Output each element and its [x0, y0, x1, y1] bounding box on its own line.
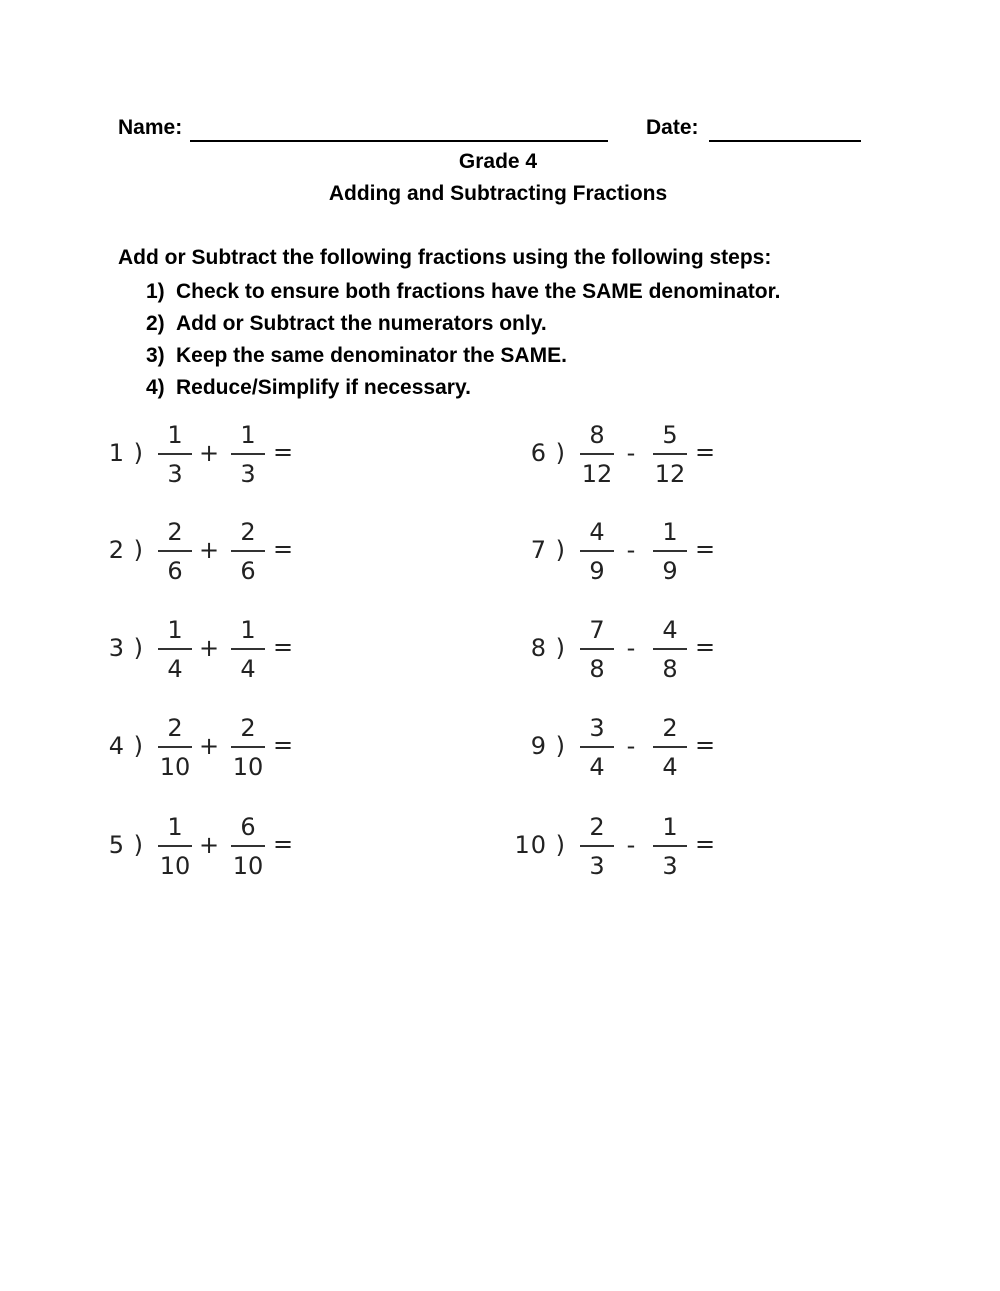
- numerator: 3: [589, 714, 605, 742]
- numerator: 1: [167, 813, 183, 841]
- fraction-a: [576, 615, 618, 684]
- equals-sign: =: [272, 633, 294, 661]
- problem-8: [504, 615, 804, 687]
- denominator: 3: [167, 460, 183, 488]
- grade-heading: Grade 4: [458, 150, 538, 173]
- fraction-bar: [158, 746, 192, 748]
- denominator: 4: [589, 753, 605, 781]
- denominator: 4: [167, 655, 183, 683]
- numerator: 1: [167, 421, 183, 449]
- numerator: 2: [167, 518, 183, 546]
- instructions-intro: Add or Subtract the following fractions using the following steps:: [118, 246, 772, 269]
- equals-sign: =: [694, 731, 716, 759]
- denominator: 10: [159, 852, 191, 880]
- fraction-bar: [158, 550, 192, 552]
- fraction-bar: [580, 550, 614, 552]
- numerator: 2: [662, 714, 678, 742]
- step-text: Add or Subtract the numerators only.: [176, 312, 547, 335]
- problem-6: [504, 420, 804, 492]
- problem-number: 7 ): [530, 536, 566, 564]
- numerator: 2: [240, 518, 256, 546]
- numerator: 7: [589, 616, 605, 644]
- step-number: 1): [146, 280, 165, 303]
- fraction-bar: [580, 845, 614, 847]
- worksheet-title: Adding and Subtracting Fractions: [328, 182, 668, 205]
- header-row: [118, 116, 878, 146]
- fraction-bar: [158, 453, 192, 455]
- denominator: 3: [662, 852, 678, 880]
- denominator: 3: [589, 852, 605, 880]
- numerator: 1: [662, 813, 678, 841]
- fraction-b: [227, 713, 269, 782]
- fraction-b: [227, 812, 269, 881]
- step-text: Check to ensure both fractions have the SAME denominator.: [176, 280, 781, 303]
- operator: +: [198, 439, 220, 467]
- numerator: 1: [240, 616, 256, 644]
- fraction-bar: [231, 648, 265, 650]
- fraction-bar: [231, 746, 265, 748]
- step-item: [146, 342, 780, 374]
- denominator: 12: [654, 460, 686, 488]
- denominator: 6: [167, 557, 183, 585]
- numerator: 4: [589, 518, 605, 546]
- fraction-b: [649, 517, 691, 586]
- denominator: 10: [159, 753, 191, 781]
- operator: +: [198, 634, 220, 662]
- problem-number: 8 ): [530, 634, 566, 662]
- problem-number: 4 ): [108, 732, 144, 760]
- problem-number: 6 ): [530, 439, 566, 467]
- numerator: 1: [662, 518, 678, 546]
- step-text: Keep the same denominator the SAME.: [176, 344, 567, 367]
- fraction-bar: [231, 550, 265, 552]
- fraction-bar: [580, 453, 614, 455]
- denominator: 10: [232, 753, 264, 781]
- fraction-bar: [653, 648, 687, 650]
- problem-5: [82, 812, 382, 884]
- equals-sign: =: [694, 535, 716, 563]
- numerator: 2: [240, 714, 256, 742]
- fraction-b: [227, 420, 269, 489]
- name-label: Name:: [118, 116, 183, 139]
- equals-sign: =: [272, 731, 294, 759]
- fraction-a: [576, 420, 618, 489]
- equals-sign: =: [272, 438, 294, 466]
- equals-sign: =: [694, 633, 716, 661]
- equals-sign: =: [694, 830, 716, 858]
- equals-sign: =: [272, 535, 294, 563]
- operator: -: [626, 536, 636, 564]
- fraction-b: [649, 420, 691, 489]
- fraction-a: [154, 420, 196, 489]
- denominator: 3: [240, 460, 256, 488]
- fraction-bar: [580, 648, 614, 650]
- fraction-bar: [158, 845, 192, 847]
- fraction-b: [227, 615, 269, 684]
- problem-number: 5 ): [108, 831, 144, 859]
- problem-number: 10 ): [514, 831, 566, 859]
- fraction-bar: [158, 648, 192, 650]
- name-blank-line[interactable]: [190, 140, 608, 142]
- fraction-a: [154, 517, 196, 586]
- fraction-bar: [653, 453, 687, 455]
- step-item: [146, 374, 780, 406]
- numerator: 4: [662, 616, 678, 644]
- problem-4: [82, 713, 382, 785]
- fraction-bar: [580, 746, 614, 748]
- problem-7: [504, 517, 804, 589]
- denominator: 10: [232, 852, 264, 880]
- problem-number: 3 ): [108, 634, 144, 662]
- denominator: 12: [581, 460, 613, 488]
- fraction-bar: [653, 746, 687, 748]
- problem-number: 2 ): [108, 536, 144, 564]
- denominator: 4: [662, 753, 678, 781]
- denominator: 8: [589, 655, 605, 683]
- operator: -: [626, 439, 636, 467]
- problem-10: [504, 812, 804, 884]
- date-blank-line[interactable]: [709, 140, 861, 142]
- fraction-a: [576, 713, 618, 782]
- step-number: 2): [146, 312, 165, 335]
- fraction-a: [576, 517, 618, 586]
- step-item: [146, 278, 780, 310]
- problem-3: [82, 615, 382, 687]
- fraction-b: [649, 615, 691, 684]
- fraction-bar: [231, 453, 265, 455]
- fraction-a: [576, 812, 618, 881]
- problem-1: [82, 420, 382, 492]
- steps-list: [146, 278, 780, 406]
- fraction-bar: [653, 845, 687, 847]
- denominator: 9: [589, 557, 605, 585]
- problem-9: [504, 713, 804, 785]
- fraction-a: [154, 713, 196, 782]
- step-number: 3): [146, 344, 165, 367]
- operator: +: [198, 536, 220, 564]
- numerator: 6: [240, 813, 256, 841]
- equals-sign: =: [272, 830, 294, 858]
- fraction-bar: [653, 550, 687, 552]
- numerator: 8: [589, 421, 605, 449]
- numerator: 2: [167, 714, 183, 742]
- denominator: 6: [240, 557, 256, 585]
- fraction-bar: [231, 845, 265, 847]
- equals-sign: =: [694, 438, 716, 466]
- operator: -: [626, 831, 636, 859]
- numerator: 1: [167, 616, 183, 644]
- denominator: 8: [662, 655, 678, 683]
- operator: +: [198, 831, 220, 859]
- operator: +: [198, 732, 220, 760]
- problem-number: 9 ): [530, 732, 566, 760]
- problem-number: 1 ): [108, 439, 144, 467]
- numerator: 1: [240, 421, 256, 449]
- denominator: 4: [240, 655, 256, 683]
- fraction-a: [154, 812, 196, 881]
- date-label: Date:: [646, 116, 699, 139]
- denominator: 9: [662, 557, 678, 585]
- step-text: Reduce/Simplify if necessary.: [176, 376, 471, 399]
- fraction-b: [649, 713, 691, 782]
- fraction-b: [227, 517, 269, 586]
- step-item: [146, 310, 780, 342]
- problem-2: [82, 517, 382, 589]
- operator: -: [626, 732, 636, 760]
- fraction-a: [154, 615, 196, 684]
- numerator: 5: [662, 421, 678, 449]
- numerator: 2: [589, 813, 605, 841]
- step-number: 4): [146, 376, 165, 399]
- operator: -: [626, 634, 636, 662]
- fraction-b: [649, 812, 691, 881]
